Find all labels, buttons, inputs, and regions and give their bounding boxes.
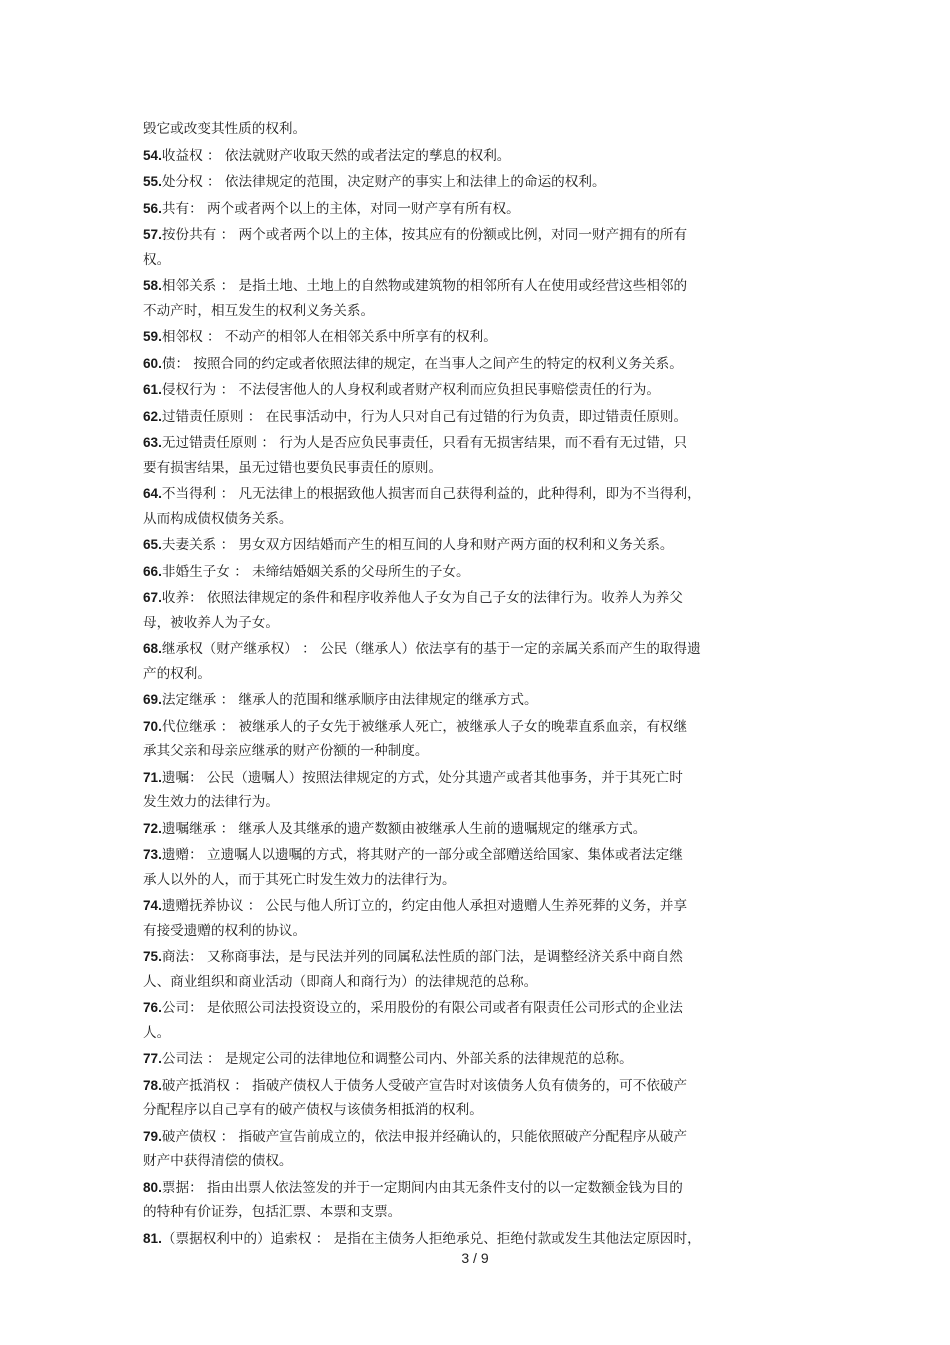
term-number: 76. <box>143 1000 162 1015</box>
text-line <box>143 662 783 687</box>
term-number: 74. <box>143 898 162 913</box>
term-text: 从而构成债权债务关系。 <box>143 510 293 527</box>
text-line <box>143 996 783 1021</box>
term-text: 母，被收养人为子女。 <box>143 614 279 631</box>
text-line <box>143 274 783 299</box>
text-line <box>143 533 783 558</box>
term-number: 72. <box>143 820 162 836</box>
term-text: 票据： 指由出票人依法签发的并于一定期间内由其无条件支付的以一定数额金钱为目的 <box>161 1179 683 1196</box>
text-line <box>143 766 783 791</box>
term-number: 63. <box>143 435 162 450</box>
term-text: 有接受遗赠的权利的协议。 <box>143 922 307 939</box>
term-text: 处分权 ： 依法律规定的范围，决定财产的事实上和法律上的命运的权利。 <box>161 174 606 190</box>
text-line <box>143 507 783 532</box>
term-text: 收养： 依照法律规定的条件和程序收养他人子女为自己子女的法律行为。收养人为养父 <box>161 590 683 606</box>
term-text: 承人以外的人，而于其死亡时发生效力的法律行为。 <box>143 871 456 888</box>
text-line <box>143 223 783 248</box>
term-number: 57. <box>143 227 162 242</box>
term-text: 遗赠： 立遗嘱人以遗嘱的方式，将其财产的一部分或全部赠送给国家、集体或者法定继 <box>161 847 683 863</box>
term-text: 侵权行为 ： 不法侵害他人的人身权利或者财产权利而应负担民事赔偿责任的行为。 <box>161 382 660 398</box>
term-text: 遗赠抚养协议 ： 公民与他人所订立的，约定由他人承担对遗赠人生养死葬的义务，并享 <box>161 898 688 914</box>
text-line <box>143 586 783 611</box>
term-number: 66. <box>143 563 162 579</box>
term-text: 毁它或改变其性质的权利。 <box>143 121 307 137</box>
text-line <box>143 894 783 919</box>
term-number: 64. <box>143 486 162 501</box>
term-text: 人、商业组织和商业活动（即商人和商行为）的法律规范的总称。 <box>143 973 538 990</box>
text-line <box>143 325 783 350</box>
term-text: 不动产时，相互发生的权利义务关系。 <box>143 302 375 319</box>
term-number: 69. <box>143 692 162 707</box>
term-number: 73. <box>143 847 162 862</box>
term-number: 81. <box>143 1230 162 1246</box>
term-number: 77. <box>143 1051 162 1066</box>
text-line <box>143 715 783 740</box>
term-text: 代位继承 ： 被继承人的子女先于被继承人死亡，被继承人子女的晚辈直系血亲，有权继 <box>161 718 688 735</box>
text-line <box>143 1098 783 1123</box>
text-line <box>143 790 783 815</box>
text-line <box>143 637 783 662</box>
term-text: 遗嘱继承 ： 继承人及其继承的遗产数额由被继承人生前的遗嘱规定的继承方式。 <box>161 820 647 837</box>
term-text: 的特种有价证券，包括汇票、本票和支票。 <box>143 1204 402 1220</box>
term-number: 79. <box>143 1128 162 1144</box>
term-number: 68. <box>143 641 162 656</box>
text-line <box>143 945 783 970</box>
term-text: 按份共有 ： 两个或者两个以上的主体，按其应有的份额或比例，对同一财产拥有的所有 <box>161 227 688 243</box>
term-number: 67. <box>143 590 162 605</box>
text-line <box>143 560 783 585</box>
term-text: 破产债权 ： 指破产宣告前成立的，依法申报并经确认的，只能依照破产分配程序从破产 <box>161 1128 688 1145</box>
term-number: 75. <box>143 949 162 964</box>
term-number: 55. <box>143 174 162 189</box>
text-line <box>143 352 783 377</box>
term-number: 71. <box>143 769 162 785</box>
text-line <box>143 482 783 507</box>
term-number: 58. <box>143 278 162 293</box>
text-line <box>143 117 783 142</box>
text-line <box>143 1227 783 1252</box>
text-line <box>143 299 783 324</box>
text-line <box>143 248 783 273</box>
term-text: 过错责任原则 ： 在民事活动中，行为人只对自己有过错的行为负责，即过错责任原则。 <box>161 408 688 425</box>
text-line <box>143 144 783 169</box>
term-text: 承其父亲和母亲应继承的财产份额的一种制度。 <box>143 743 429 759</box>
term-number: 70. <box>143 718 162 734</box>
term-text: 公司： 是依照公司法投资设立的，采用股份的有限公司或者有限责任公司形式的企业法 <box>161 1000 683 1016</box>
text-line <box>143 611 783 636</box>
term-number: 59. <box>143 329 162 344</box>
text-line <box>143 919 783 944</box>
text-line <box>143 170 783 195</box>
term-number: 78. <box>143 1077 162 1093</box>
term-text: 破产抵消权 ： 指破产债权人于债务人受破产宣告时对该债务人负有债务的，可不依破产 <box>161 1077 688 1094</box>
text-line <box>143 1021 783 1046</box>
term-text: 财产中获得清偿的债权。 <box>143 1153 293 1169</box>
term-text: 非婚生子女 ： 未缔结婚姻关系的父母所生的子女。 <box>161 563 470 580</box>
term-text: 权。 <box>143 251 171 268</box>
text-line <box>143 197 783 222</box>
text-line <box>143 688 783 713</box>
term-text: （票据权利中的）追索权 ： 是指在主债务人拒绝承兑、拒绝付款或发生其他法定原因时， <box>161 1230 701 1247</box>
term-number: 60. <box>143 355 162 371</box>
term-text: 相邻关系 ： 是指土地、土地上的自然物或建筑物的相邻所有人在使用或经营这些相邻的 <box>161 278 688 294</box>
term-text: 债： 按照合同的约定或者依照法律的规定，在当事人之间产生的特定的权利义务关系。 <box>161 355 683 372</box>
term-text: 遗嘱： 公民（遗嘱人）按照法律规定的方式，处分其遗产或者其他事务，并于其死亡时 <box>161 769 683 786</box>
document-body <box>143 117 783 1251</box>
text-line <box>143 843 783 868</box>
term-number: 65. <box>143 537 162 552</box>
text-line <box>143 868 783 893</box>
text-line <box>143 431 783 456</box>
term-number: 61. <box>143 382 162 397</box>
term-number: 80. <box>143 1179 162 1195</box>
term-text: 无过错责任原则 ： 行为人是否应负民事责任，只看有无损害结果，而不看有无过错，只 <box>161 435 688 451</box>
term-text: 夫妻关系 ： 男女双方因结婚而产生的相互间的人身和财产两方面的权利和义务关系。 <box>161 537 674 553</box>
term-text: 发生效力的法律行为。 <box>143 794 279 810</box>
term-number: 56. <box>143 200 162 216</box>
text-line <box>143 1200 783 1225</box>
term-text: 商法： 又称商事法，是与民法并列的同属私法性质的部门法，是调整经济关系中商自然 <box>161 949 683 965</box>
term-text: 不当得利 ： 凡无法律上的根据致他人损害而自己获得利益的，此种得利，即为不当得利， <box>161 486 701 502</box>
text-line <box>143 405 783 430</box>
term-text: 人。 <box>143 1024 171 1041</box>
text-line <box>143 1149 783 1174</box>
term-text: 分配程序以自己享有的破产债权与该债务相抵消的权利。 <box>143 1102 483 1118</box>
term-number: 54. <box>143 147 162 163</box>
term-text: 继承权（财产继承权） ： 公民（继承人）依法享有的基于一定的亲属关系而产生的取得遗 <box>161 641 701 657</box>
text-line <box>143 1125 783 1150</box>
text-line <box>143 1047 783 1072</box>
term-text: 公司法 ： 是规定公司的法律地位和调整公司内、外部关系的法律规范的总称。 <box>161 1051 633 1067</box>
text-line <box>143 739 783 764</box>
term-text: 收益权 ： 依法就财产收取天然的或者法定的孳息的权利。 <box>161 147 511 164</box>
term-text: 法定继承 ： 继承人的范围和继承顺序由法律规定的继承方式。 <box>161 692 538 708</box>
text-line <box>143 378 783 403</box>
term-text: 共有： 两个或者两个以上的主体，对同一财产享有所有权。 <box>161 200 520 217</box>
page-number: 3 / 9 <box>461 1250 489 1266</box>
text-line <box>143 1074 783 1099</box>
text-line <box>143 1176 783 1201</box>
text-line <box>143 817 783 842</box>
text-line <box>143 456 783 481</box>
term-text: 要有损害结果，虽无过错也要负民事责任的原则。 <box>143 459 443 476</box>
term-text: 产的权利。 <box>143 665 211 682</box>
term-text: 相邻权 ： 不动产的相邻人在相邻关系中所享有的权利。 <box>161 329 497 345</box>
term-number: 62. <box>143 408 162 424</box>
text-line <box>143 970 783 995</box>
